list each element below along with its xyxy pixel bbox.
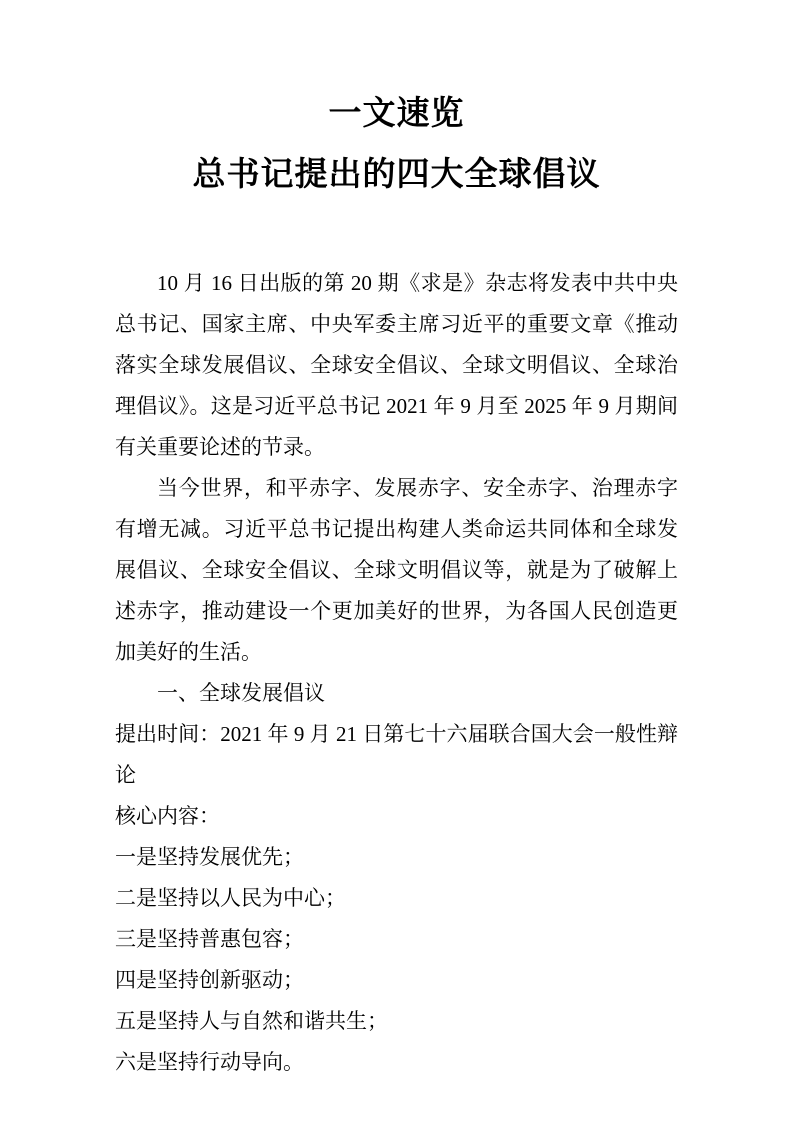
section-heading-global-development-initiative: 一、全球发展倡议: [157, 681, 325, 705]
proposal-time-line: 提出时间：2021 年 9 月 21 日第七十六届联合国大会一般性辩论: [115, 722, 678, 787]
point-2: 二是坚持以人民为中心；: [115, 886, 346, 910]
point-3: 三是坚持普惠包容；: [115, 927, 304, 951]
point-4: 四是坚持创新驱动；: [115, 968, 304, 992]
document-title: [115, 84, 678, 206]
title-line-1: 一文速览: [328, 96, 465, 132]
core-content-label: 核心内容：: [115, 804, 220, 828]
title-line-2: 总书记提出的四大全球倡议: [192, 157, 601, 193]
point-6: 六是坚持行动导向。: [115, 1050, 304, 1074]
point-1: 一是坚持发展优先；: [115, 845, 304, 869]
intro-paragraph: 10 月 16 日出版的第 20 期《求是》杂志将发表中共中央总书记、国家主席、中央军委主席习近平的重要文章《推动落实全球发展倡议、全球安全倡议、全球文明倡议、全球治理倡议》。这是习近平总书记 2021 年 9 月至 2025 年 9 月期间有关重要论述的节录。: [115, 271, 678, 459]
context-paragraph: 当今世界，和平赤字、发展赤字、安全赤字、治理赤字有增无减。习近平总书记提出构建人类命运共同体和全球发展倡议、全球安全倡议、全球文明倡议等，就是为了破解上述赤字，推动建设一个更加美好的世界，为各国人民创造更加美好的生活。: [115, 476, 678, 664]
point-5: 五是坚持人与自然和谐共生；: [115, 1009, 388, 1033]
document-body: [115, 263, 678, 1083]
